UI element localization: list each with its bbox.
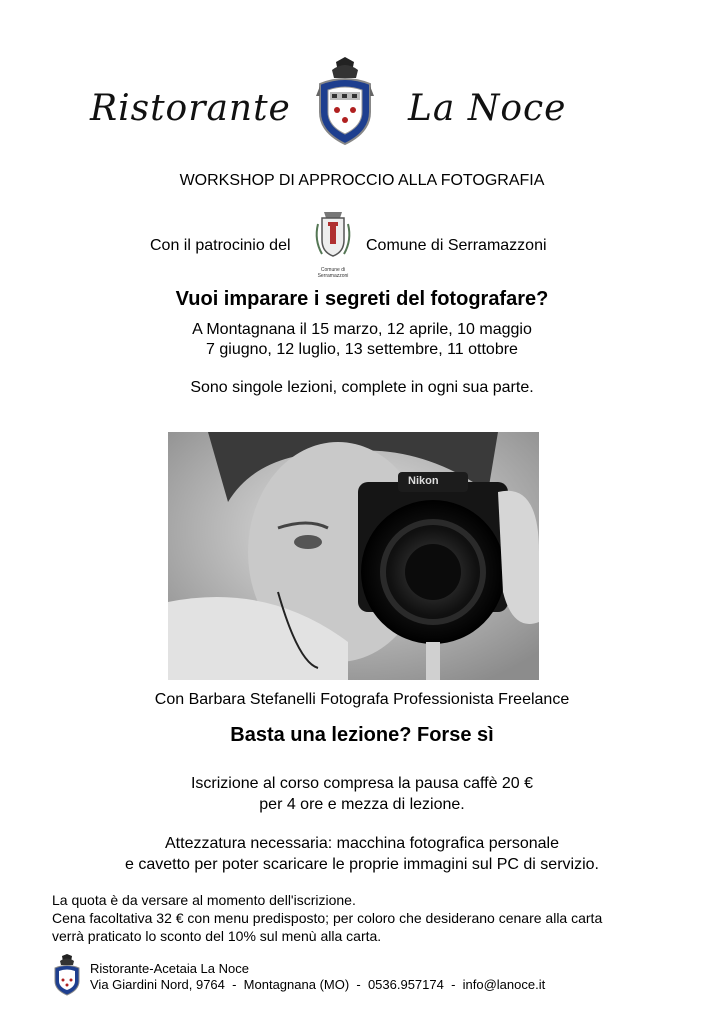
note-line-1: La quota è da versare al momento dell'iscrizione. — [52, 892, 356, 908]
patronage-prefix: Con il patrocinio del — [150, 237, 291, 254]
photographer-credit: Con Barbara Stefanelli Fotografa Professionista Freelance — [154, 691, 570, 708]
equipment-line-1: Attezzatura necessaria: macchina fotografica personale — [165, 835, 559, 852]
note-line-3: verrà praticato lo sconto del 10% sul menù alla carta. — [52, 928, 382, 944]
municipal-coat-of-arms-icon — [312, 208, 354, 279]
camera-brand-label: Nikon — [408, 475, 439, 487]
subheadline: Basta una lezione? Forse sì — [230, 724, 494, 746]
emblem-caption-1: Comune di — [320, 267, 346, 273]
photographer-portrait — [168, 432, 539, 680]
headline: Vuoi imparare i segreti del fotografare? — [175, 288, 549, 310]
restaurant-name-left: Ristorante — [90, 88, 291, 129]
lessons-note: Sono singole lezioni, complete in ogni sua parte. — [190, 379, 534, 396]
dates-line-1: A Montagnana il 15 marzo, 12 aprile, 10 maggio — [192, 321, 532, 338]
footer-name: Ristorante-Acetaia La Noce — [90, 961, 249, 976]
fee-line-1: Iscrizione al corso compresa la pausa caffè 20 € — [190, 775, 534, 792]
note-line-2: Cena facoltativa 32 € con menu predisposto; per coloro che desiderano cenare alla carta — [52, 910, 603, 926]
equipment-line-2: e cavetto per poter scaricare le proprie immagini sul PC di servizio. — [125, 856, 599, 873]
footer-address: Via Giardini Nord, 9764 - Montagnana (MO) - 0536.957174 - info@lanoce.it — [90, 977, 546, 992]
fee-line-2: per 4 ore e mezza di lezione. — [259, 796, 465, 813]
dates-line-2: 7 giugno, 12 luglio, 13 settembre, 11 ottobre — [206, 341, 518, 358]
patronage-suffix: Comune di Serramazzoni — [366, 237, 547, 254]
restaurant-crest-icon — [314, 56, 376, 148]
footer-crest-icon — [52, 954, 82, 996]
emblem-caption-2: Serramazzoni — [317, 273, 349, 279]
workshop-title: WORKSHOP DI APPROCCIO ALLA FOTOGRAFIA — [179, 172, 545, 189]
restaurant-name-right: La Noce — [408, 88, 567, 129]
